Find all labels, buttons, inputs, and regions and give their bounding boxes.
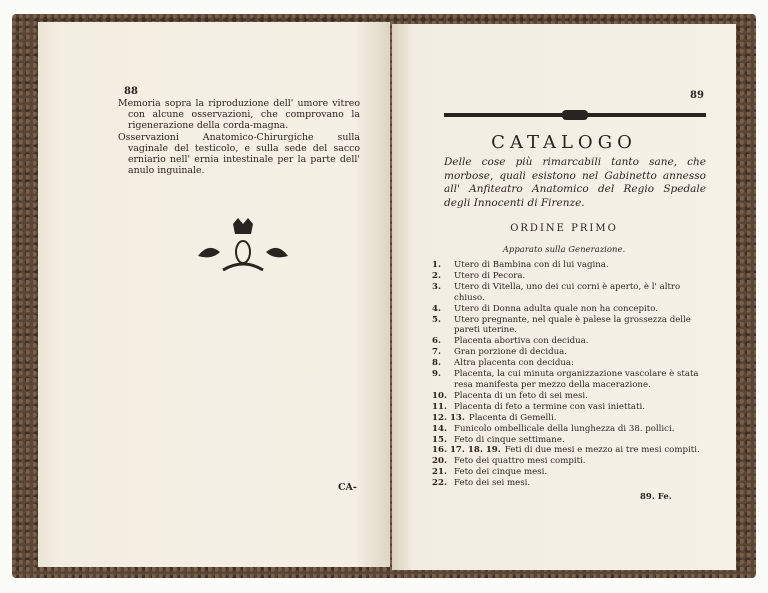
item-text: Feto dei cinque mesi. [454, 467, 548, 478]
catchword: 89. Fe. [640, 492, 672, 502]
page-title: CATALOGO [491, 132, 637, 153]
item-text: Altra placenta con decidua: [454, 358, 574, 369]
subtitle: Delle cose più rimarcabili tanto sane, che morbose, quali esistono nel Gabinetto annesso all' Anfiteatro Anatomico del Regio Spedale degli Innocenti di Firenze. [444, 156, 706, 209]
entry-list [118, 98, 360, 176]
left-page [38, 22, 390, 567]
right-page [392, 24, 736, 570]
item-number: 3. [432, 281, 441, 292]
catalog-item [432, 424, 707, 435]
item-number: 4. [432, 303, 441, 314]
item-number: 11. [432, 401, 447, 412]
decorative-rule-icon [444, 110, 706, 120]
item-number: 20. [432, 456, 447, 467]
item-number: 2. [432, 270, 441, 281]
catalog-item [432, 315, 707, 337]
item-text: Funicolo ombellicale della lunghezza di 38. pollici. [454, 423, 675, 434]
catalog-item [432, 358, 707, 369]
item-text: Utero pregnante, nel quale è palese la grossezza delle pareti uterine. [454, 314, 691, 336]
catalog-item [432, 413, 707, 424]
catalog-item [432, 282, 707, 304]
item-text: Placenta di Gemelli. [468, 412, 557, 423]
item-number: 10. [432, 390, 447, 401]
catalog-item [432, 369, 707, 391]
item-number: 6. [432, 336, 441, 347]
item-text: Feto dei quattro mesi compiti. [454, 456, 586, 467]
entry: Memoria sopra la riproduzione dell' umore vitreo con alcune osservazioni, che comprovano la rigenerazione della corda-magna. [118, 98, 360, 132]
item-text: Feto dei sei mesi. [454, 478, 531, 489]
item-text: Placenta abortiva con decidua. [454, 336, 589, 347]
item-text: Utero di Vitella, uno dei cui corni è aperto, è l' altro chiuso. [454, 281, 681, 303]
catalog-item [432, 336, 707, 347]
item-text: Placenta, la cui minuta organizzazione vascolare è stata resa manifesta per mezzo della macerazione. [454, 369, 699, 390]
catalog-item [432, 347, 707, 358]
catalog-item [432, 456, 707, 467]
catalog-item [432, 402, 707, 413]
item-text: Utero di Pecora. [454, 270, 526, 281]
page-number: 89 [690, 90, 704, 101]
item-number: 16. 17. 18. 19. [432, 445, 501, 456]
catalog-item [432, 467, 707, 478]
catalog-item [432, 304, 707, 315]
entry: Osservazioni Anatomico-Chirurgiche sulla vaginale del testicolo, e sulla sede del sacco erniario nell' ernia intestinale per la parte dell' anulo inguinale. [118, 131, 360, 177]
catalog-item [432, 271, 707, 282]
item-number: 21. [432, 467, 447, 478]
item-text: Utero di Donna adulta quale non ha concepito. [454, 303, 658, 314]
item-number: 12. 13. [432, 412, 465, 423]
crown-ornament-icon [188, 216, 298, 278]
item-number: 9. [432, 369, 441, 380]
subsection-heading: Apparato sulla Generazione. [502, 245, 626, 255]
catalog-list [432, 260, 707, 489]
item-text: Gran porzione di decidua. [454, 347, 567, 358]
item-number: 22. [432, 478, 447, 489]
item-text: Utero di Bambina con di lui vagina. [454, 260, 609, 270]
item-number: 5. [432, 314, 441, 325]
item-number: 14. [432, 423, 447, 434]
item-number: 15. [432, 434, 447, 445]
catchword: CA- [338, 482, 357, 493]
catalog-item [432, 478, 707, 489]
section-heading: ORDINE PRIMO [510, 223, 618, 234]
item-text: Placenta di feto a termine con vasi iniettati. [454, 401, 645, 412]
item-number: 8. [432, 358, 441, 369]
page-number: 88 [124, 86, 138, 97]
catalog-item [432, 435, 707, 446]
catalog-item [432, 445, 707, 456]
item-number: 7. [432, 347, 441, 358]
item-number: 1. [432, 260, 441, 270]
item-text: Placenta di un feto di sei mesi. [454, 390, 588, 401]
catalog-item [432, 260, 707, 271]
item-text: Feti di due mesi e mezzo ai tre mesi compiti. [504, 445, 700, 456]
item-text: Feto di cinque settimane. [454, 434, 565, 445]
catalog-item [432, 391, 707, 402]
